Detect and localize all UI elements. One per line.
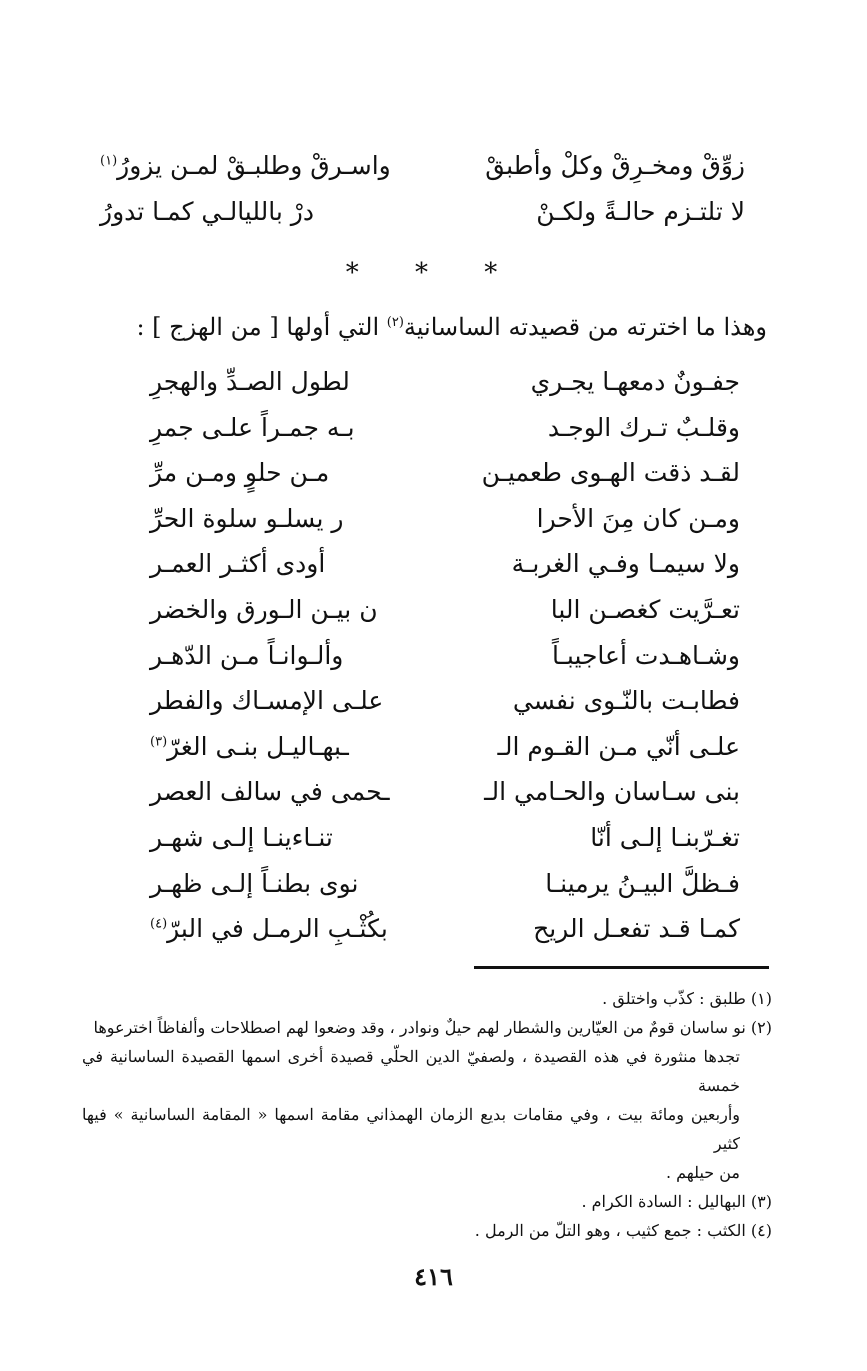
poem-verse	[150, 586, 740, 634]
poem-verse	[150, 495, 740, 543]
footnote-text: تجدها منثورة في هذه القصيدة ، ولصفيّ الدين الحلّي قصيدة أخرى اسمها القصيدة الساسانية في خمسة	[82, 1047, 740, 1095]
poem-verse	[150, 768, 740, 816]
footnote-2	[82, 1013, 772, 1187]
footnote-marker: (١)	[100, 153, 118, 169]
hemistich-text: ـحمى في سالف العصر	[150, 777, 390, 806]
page-number: ٤١٦	[414, 1262, 453, 1291]
hemistich-text: ـبهـاليـل بنـى الغرّ	[167, 732, 349, 761]
footnote-number: (٢)	[750, 1018, 772, 1037]
footnote-4	[82, 1216, 772, 1245]
poem-verse	[150, 814, 740, 862]
section-separator: * * *	[345, 258, 522, 288]
poem-verse	[150, 358, 740, 406]
hemistich-first: وشـاهـدت أعاجيبـاً	[551, 641, 740, 670]
hemistich-first: وقلـبٌ تـرك الوجـد	[547, 413, 740, 442]
hemistich-second	[150, 860, 359, 908]
hemistich-second	[150, 358, 350, 406]
hemistich-text: تنـاءينـا إلـى شهـر	[150, 823, 333, 852]
intro-verse-2	[100, 188, 745, 236]
footnote-marker: (٣)	[150, 734, 168, 750]
poem-verse	[150, 540, 740, 588]
hemistich-first: لا تلتـزم حالـةً ولكـنْ	[536, 197, 745, 226]
hemistich-second	[150, 723, 349, 771]
hemistich-second	[150, 905, 388, 953]
footnote-marker: (٢)	[386, 315, 404, 330]
footnotes	[82, 984, 772, 1245]
lead-tail: التي أولها [ من الهزج ] :	[136, 313, 380, 341]
footnote-divider	[474, 966, 769, 969]
footnote-number: (٤)	[750, 1221, 772, 1240]
lead-paragraph	[87, 305, 767, 349]
hemistich-second: واسـرقْ وطلبـقْ لمـن يزورُ$^{(١)}$	[100, 151, 391, 180]
footnote-text: وأربعين ومائة بيت ، وفي مقامات بديع الزمان الهمذاني مقامة اسمها « المقامة الساسانية » فيها كثير	[82, 1105, 740, 1153]
hemistich-second	[150, 404, 355, 452]
hemistich-first: زوِّقْ ومخـرِقْ وكلْ وأطبقْ	[485, 151, 745, 180]
hemistich-first: لقـد ذقت الهـوى طعميـن	[481, 458, 740, 487]
footnote-marker: (٤)	[150, 916, 168, 932]
intro-verse-1	[100, 142, 745, 190]
poem-verse	[150, 632, 740, 680]
footnote-text: نو ساسان قومٌ من العيّارين والشطار لهم حيلٌ ونوادر ، وقد وضعوا لهم اصطلاحات وألفاظاً اخترعوها	[93, 1018, 746, 1037]
hemistich-text: لطول الصـدِّ والهجرِ	[150, 367, 350, 396]
hemistich-text: وألـوانـاً مـن الدّهـر	[150, 641, 344, 670]
hemistich-first: تغـرّبنـا إلـى أنّا	[590, 823, 740, 852]
footnote-text: البهاليل : السادة الكرام .	[581, 1192, 746, 1211]
hemistich-second: درْ بالليالـي كمـا تدورُ	[100, 197, 314, 226]
footnote-number: (١)	[750, 989, 772, 1008]
footnote-text: الكثب : جمع كثيب ، وهو التلّ من الرمل .	[474, 1221, 746, 1240]
footnote-1	[82, 984, 772, 1013]
hemistich-text: بـه جمـراً علـى جمرِ	[150, 413, 355, 442]
hemistich-text: ن بيـن الـورق والخضر	[150, 595, 378, 624]
hemistich-text: ر يسلـو سلوة الحرِّ	[150, 504, 344, 533]
hemistich-first: فـظلَّ البيـنُ يرمينـا	[545, 869, 740, 898]
hemistich-second	[150, 768, 390, 816]
hemistich-second	[150, 449, 329, 497]
hemistich-first: ولا سيمـا وفـي الغربـة	[511, 549, 740, 578]
hemistich-first: بنى سـاسان والحـامي الـ	[484, 777, 740, 806]
footnote-3	[82, 1187, 772, 1216]
hemistich-first: كمـا قـد تفعـل الريح	[533, 914, 740, 943]
hemistich-first: جفـونٌ دمعهـا يجـري	[530, 367, 740, 396]
hemistich-second	[150, 540, 325, 588]
hemistich-text: بكُثْـبِ الرمـل في البرّ	[167, 914, 388, 943]
hemistich-second	[150, 495, 343, 543]
hemistich-second	[150, 632, 343, 680]
hemistich-second	[150, 814, 333, 862]
poem-verse	[150, 860, 740, 908]
poem-verse	[150, 723, 740, 771]
hemistich-text: علـى الإمسـاك والفطر	[150, 686, 384, 715]
hemistich-second	[150, 586, 378, 634]
hemistich-first: تعـرَّيت كغصـن البا	[550, 595, 740, 624]
footnote-number: (٣)	[750, 1192, 772, 1211]
hemistich-text: أودى أكثـر العمـر	[150, 549, 326, 578]
lead-text: وهذا ما اخترته من قصيدته الساسانية	[403, 313, 767, 341]
footnote-text: طلبق : كذّب واختلق .	[602, 989, 746, 1008]
hemistich-text: نوى بطنـاً إلـى ظهـر	[150, 869, 359, 898]
hemistich-first: علـى أنّي مـن القـوم الـ	[497, 732, 740, 761]
poem-verse	[150, 404, 740, 452]
poem-verse	[150, 449, 740, 497]
hemistich-second	[150, 677, 383, 725]
hemistich-text: مـن حلوٍ ومـن مرِّ	[150, 458, 330, 487]
hemistich-first: فطابـت بالنّـوى نفسي	[512, 686, 740, 715]
footnote-text: من حيلهم .	[665, 1163, 740, 1182]
hemistich-first: ومـن كان مِنَ الأحرا	[536, 504, 740, 533]
poem-verse	[150, 677, 740, 725]
poem-verse	[150, 905, 740, 953]
